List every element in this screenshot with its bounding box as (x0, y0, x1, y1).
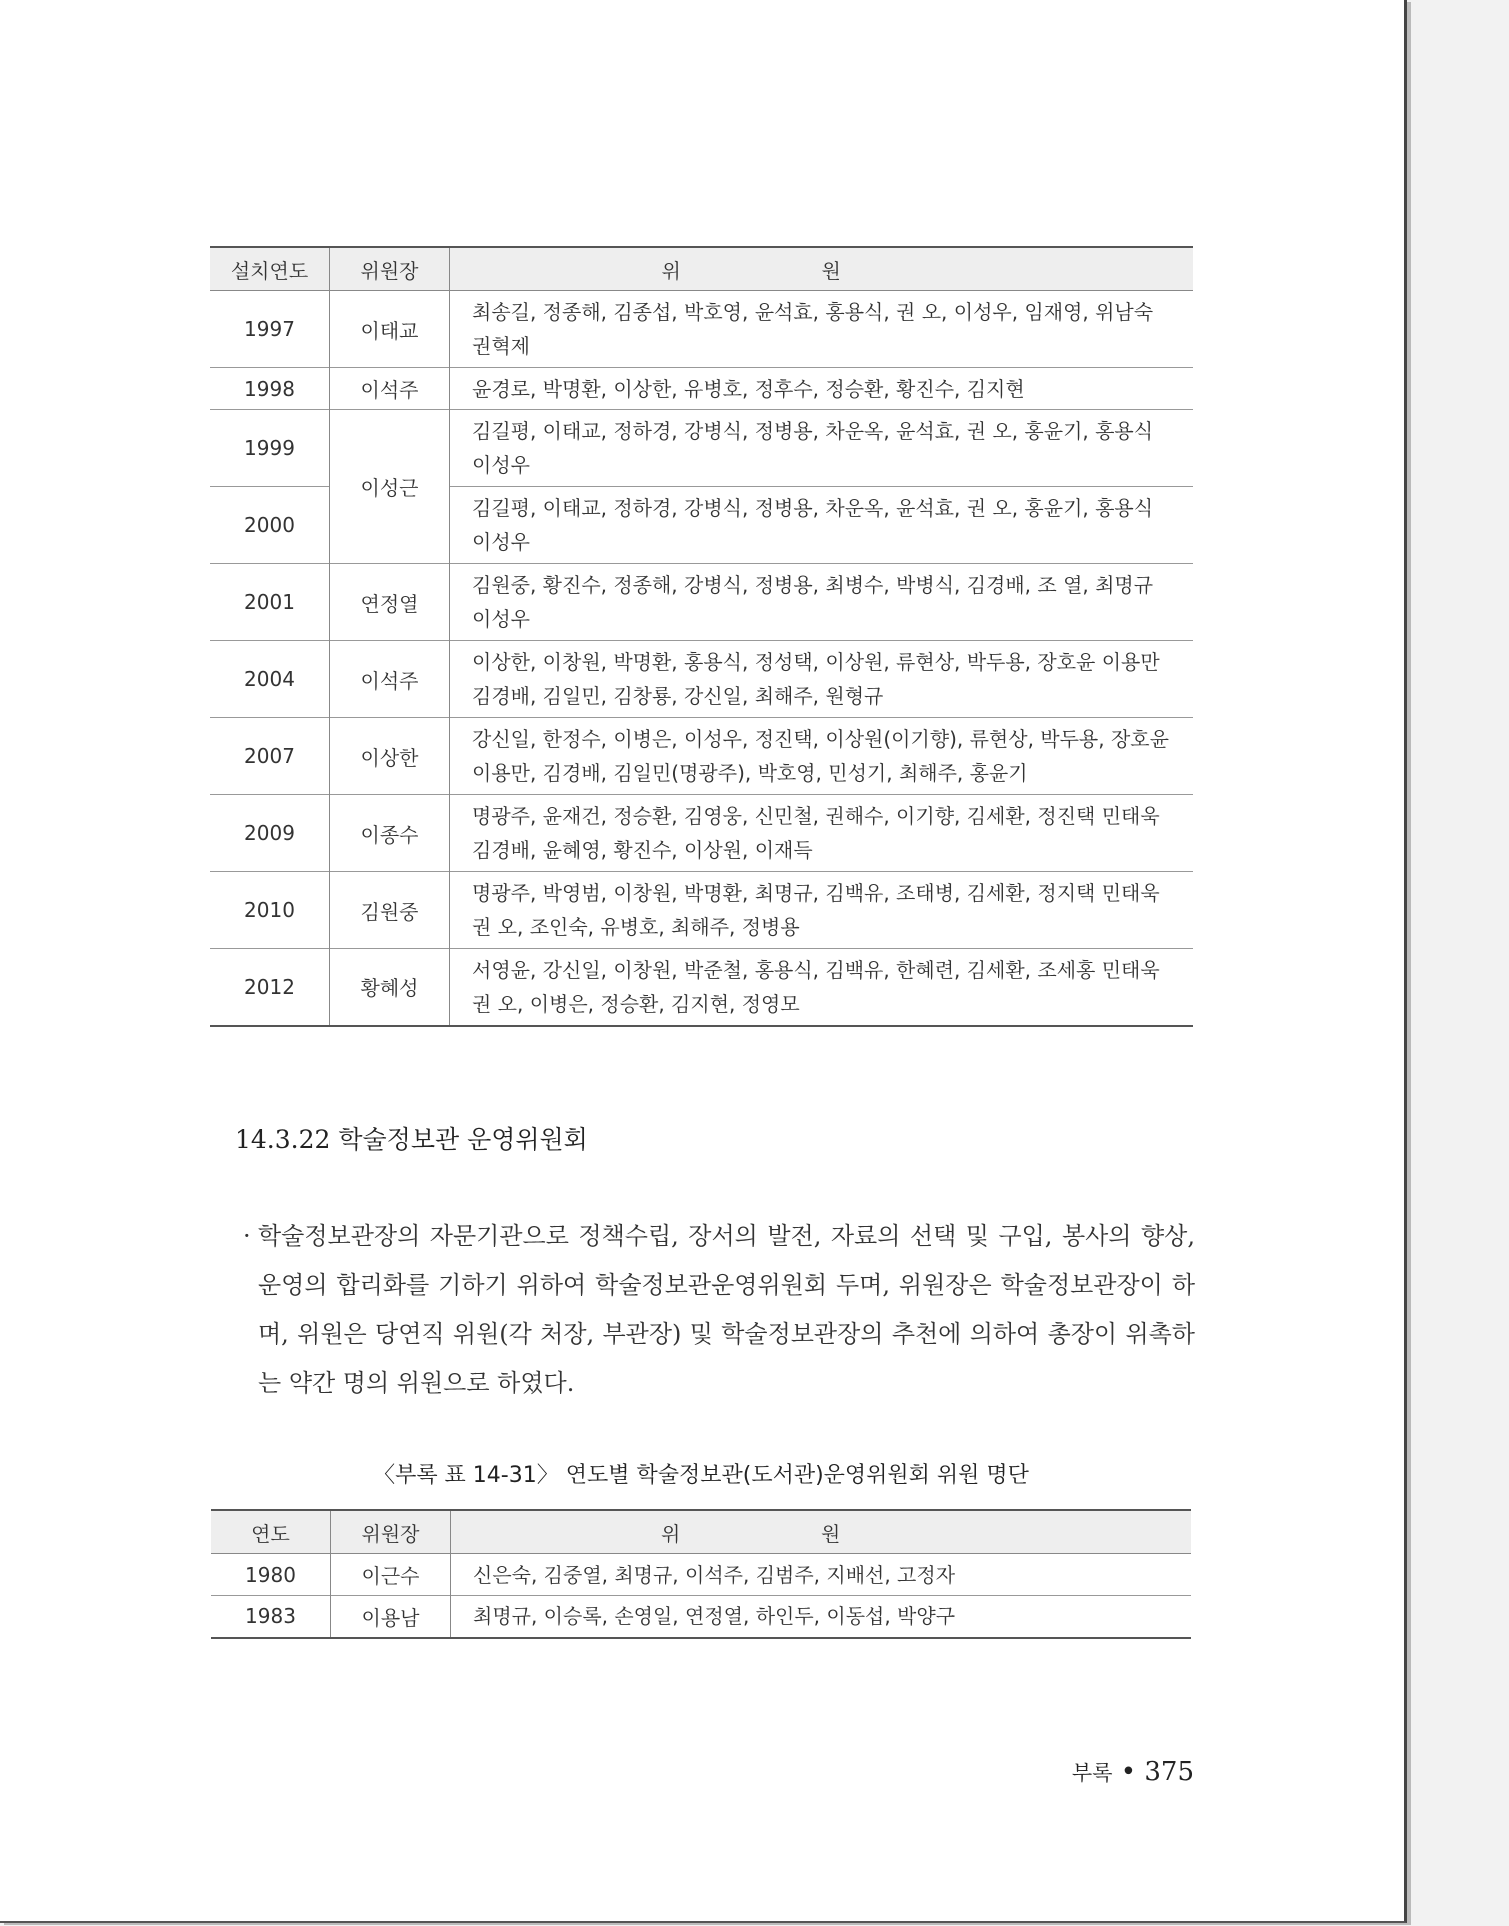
chair-cell: 이상한 (330, 718, 450, 795)
year-cell: 1983 (211, 1596, 331, 1638)
footer-label: 부록 (1071, 1761, 1113, 1785)
table-row (210, 872, 1193, 949)
members-cell: 김원중, 황진수, 정종해, 강병식, 정병용, 최병수, 박병식, 김경배, 조 열, 최명규 이성우 (450, 564, 1194, 641)
table-caption: 〈부록 표 14-31〉 연도별 학술정보관(도서관)운영위원회 위원 명단 (373, 1463, 1029, 1488)
members-cell: 최송길, 정종해, 김종섭, 박호영, 윤석효, 홍용식, 권 오, 이성우, 임재영, 위남숙 권혁제 (450, 291, 1194, 368)
table-header-row (210, 247, 1193, 291)
year-cell: 2012 (210, 949, 330, 1026)
year-cell: 2004 (210, 641, 330, 718)
header-members: 위 원 (450, 247, 1194, 291)
footer-separator: • (1120, 1757, 1137, 1787)
section-paragraph (243, 1212, 1195, 1408)
chair-cell: 이태교 (330, 291, 450, 368)
table-row (211, 1554, 1191, 1596)
members-cell: 서영윤, 강신일, 이창원, 박준철, 홍용식, 김백유, 한혜련, 김세환, 조세홍 민태욱 권 오, 이병은, 정승환, 김지현, 정영모 (450, 949, 1194, 1026)
table-row (210, 564, 1193, 641)
header-chair: 위원장 (331, 1510, 451, 1554)
bullet-mark: · (243, 1222, 251, 1250)
table-row (210, 795, 1193, 872)
members-cell: 최명규, 이승록, 손영일, 연정열, 하인두, 이동섭, 박양구 (451, 1596, 1192, 1638)
chair-cell: 이근수 (331, 1554, 451, 1596)
chair-cell: 연정열 (330, 564, 450, 641)
table-header-row (211, 1510, 1191, 1554)
year-cell: 1998 (210, 368, 330, 410)
chair-cell: 이석주 (330, 368, 450, 410)
members-cell: 김길평, 이태교, 정하경, 강병식, 정병용, 차운옥, 윤석효, 권 오, 홍윤기, 홍용식 이성우 (450, 410, 1194, 487)
table-row (210, 718, 1193, 795)
year-cell: 2007 (210, 718, 330, 795)
chair-cell: 이성근 (330, 410, 450, 564)
members-cell: 명광주, 박영범, 이창원, 박명환, 최명규, 김백유, 조태병, 김세환, 정지택 민태욱 권 오, 조인숙, 유병호, 최해주, 정병용 (450, 872, 1194, 949)
members-cell: 김길평, 이태교, 정하경, 강병식, 정병용, 차운옥, 윤석효, 권 오, 홍윤기, 홍용식 이성우 (450, 487, 1194, 564)
members-cell: 이상한, 이창원, 박명환, 홍용식, 정성택, 이상원, 류현상, 박두용, 장호윤 이용만 김경배, 김일민, 김창룡, 강신일, 최해주, 원형규 (450, 641, 1194, 718)
chair-cell: 김원중 (330, 872, 450, 949)
table-row (210, 410, 1193, 487)
year-cell: 2009 (210, 795, 330, 872)
table-row (210, 949, 1193, 1026)
members-cell: 윤경로, 박명환, 이상한, 유병호, 정후수, 정승환, 황진수, 김지현 (450, 368, 1194, 410)
members-cell: 강신일, 한정수, 이병은, 이성우, 정진택, 이상원(이기향), 류현상, 박두용, 장호윤 이용만, 김경배, 김일민(명광주), 박호영, 민성기, 최해주, 홍윤기 (450, 718, 1194, 795)
paragraph-text: 학술정보관장의 자문기관으로 정책수립, 장서의 발전, 자료의 선택 및 구입, 봉사의 향상, 운영의 합리화를 기하기 위하여 학술정보관운영위원회 두며, 위원장은 학술정보관장이 하며, 위원은 당연직 위원(각 처장, 부관장) 및 학술정보관장의 추천에 의하여 총장이 위촉하는 약간 명의 위원으로 하였다. (258, 1222, 1195, 1397)
table-row (211, 1596, 1191, 1638)
year-cell: 1980 (211, 1554, 331, 1596)
committee-table-2 (211, 1509, 1191, 1639)
year-cell: 2001 (210, 564, 330, 641)
year-cell: 1997 (210, 291, 330, 368)
header-members: 위 원 (451, 1510, 1192, 1554)
chair-cell: 이석주 (330, 641, 450, 718)
year-cell: 1999 (210, 410, 330, 487)
page-footer (1000, 1757, 1194, 1787)
header-year: 연도 (211, 1510, 331, 1554)
year-cell: 2000 (210, 487, 330, 564)
header-chair: 위원장 (330, 247, 450, 291)
committee-table-1 (210, 246, 1193, 1027)
chair-cell: 이용남 (331, 1596, 451, 1638)
year-cell: 2010 (210, 872, 330, 949)
page-number: 375 (1144, 1757, 1194, 1787)
members-cell: 명광주, 윤재건, 정승환, 김영웅, 신민철, 권해수, 이기향, 김세환, 정진택 민태욱 김경배, 윤혜영, 황진수, 이상원, 이재득 (450, 795, 1194, 872)
section-heading: 14.3.22 학술정보관 운영위원회 (235, 1125, 588, 1154)
table-row (210, 291, 1193, 368)
header-year: 설치연도 (210, 247, 330, 291)
members-cell: 신은숙, 김중열, 최명규, 이석주, 김범주, 지배선, 고정자 (451, 1554, 1192, 1596)
table-row (210, 641, 1193, 718)
table-row (210, 368, 1193, 410)
chair-cell: 이종수 (330, 795, 450, 872)
chair-cell: 황혜성 (330, 949, 450, 1026)
